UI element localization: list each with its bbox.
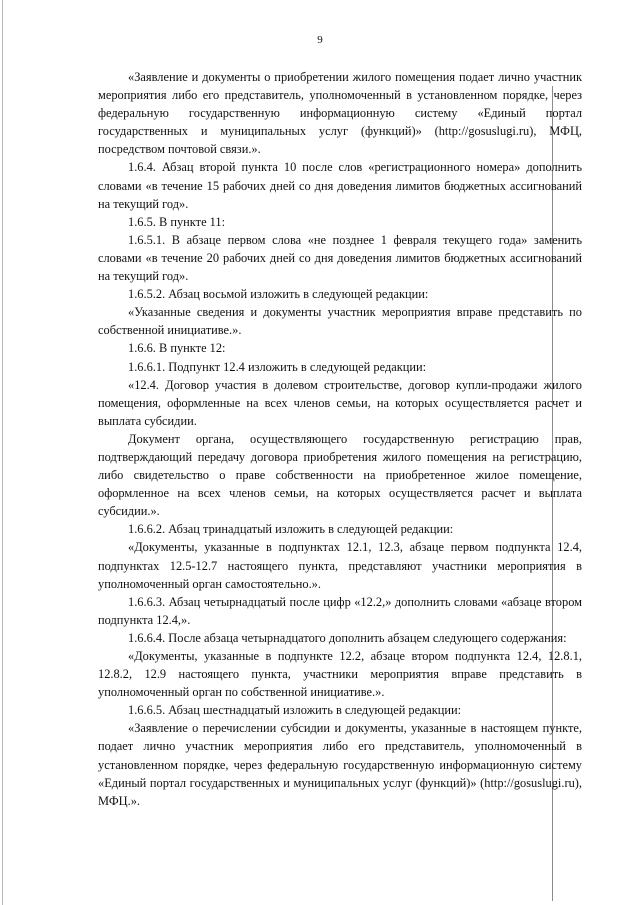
paragraph: 1.6.5.2. Абзац восьмой изложить в следующей редакции: xyxy=(128,287,429,302)
paragraph: «Документы, указанные в подпункте 12.2, абзаце втором подпункта 12.4, 12.8.1, 12.8.2, 12.9 настоящего пункта, участники мероприятия вправе представить в уполномоченный орган по собственной инициативе.». xyxy=(98,649,582,700)
document-body xyxy=(98,68,582,810)
paragraph: 1.6.6. В пункте 12: xyxy=(128,341,226,356)
paragraph: 1.6.6.3. Абзац четырнадцатый после цифр «12.2,» дополнить словами «абзаце втором подпункта 12.4,». xyxy=(98,594,582,627)
paragraph: 1.6.6.1. Подпункт 12.4 изложить в следующей редакции: xyxy=(128,359,427,374)
scan-edge-line xyxy=(2,0,3,905)
paragraph: 1.6.6.4. После абзаца четырнадцатого дополнить абзацем следующего содержания: xyxy=(128,630,567,645)
paragraph: «Документы, указанные в подпунктах 12.1, 12.3, абзаце первом подпункта 12.4, подпунктах 12.5-12.7 настоящего пункта, представляют участники мероприятия в уполномоченный орган самостоятельно.». xyxy=(98,540,582,591)
paragraph: «Заявление о перечислении субсидии и документы, указанные в настоящем пункте, подает лично участник мероприятия либо его представитель, уполномоченный в установленном порядке, через федеральную государственную информационную систему «Единый портал государственных и муниципальных услуг (функций)» (http://gosuslugi.ru), МФЦ.». xyxy=(98,721,582,808)
paragraph: 1.6.6.5. Абзац шестнадцатый изложить в следующей редакции: xyxy=(128,703,462,718)
paragraph: «12.4. Договор участия в долевом строительстве, договор купли-продажи жилого помещения, оформленные на всех членов семьи, на которых осуществляется расчет и выплата субсидии. xyxy=(98,377,582,428)
paragraph: 1.6.5. В пункте 11: xyxy=(128,214,226,229)
page-number: 9 xyxy=(317,34,323,46)
paragraph: 1.6.6.2. Абзац тринадцатый изложить в следующей редакции: xyxy=(128,522,454,537)
paragraph: Документ органа, осуществляющего государственную регистрацию прав, подтверждающий передачу договора приобретения жилого помещения на регистрацию, либо свидетельство о праве собственности на приобретенное жилое помещение, оформленное на всех членов семьи, на которых осуществляется расчет и выплата субсидии.». xyxy=(98,431,582,519)
paragraph: «Заявление и документы о приобретении жилого помещения подает лично участник мероприятия либо его представитель, уполномоченный в установленном порядке, через федеральную государственную информационную систему «Единый портал государственных и муниципальных услуг (функций)» (http://gosuslugi.ru), МФЦ, посредством почтовой связи.». xyxy=(98,70,582,157)
paragraph: 1.6.5.1. В абзаце первом слова «не позднее 1 февраля текущего года» заменить словами «в течение 20 рабочих дней со дня доведения лимитов бюджетных ассигнований на текущий год». xyxy=(98,232,582,284)
paragraph: 1.6.4. Абзац второй пункта 10 после слов «регистрационного номера» дополнить словами «в течение 15 рабочих дней со дня доведения лимитов бюджетных ассигнований на текущий год». xyxy=(98,160,582,211)
paragraph: «Указанные сведения и документы участник мероприятия вправе представить по собственной инициативе.». xyxy=(98,305,582,338)
